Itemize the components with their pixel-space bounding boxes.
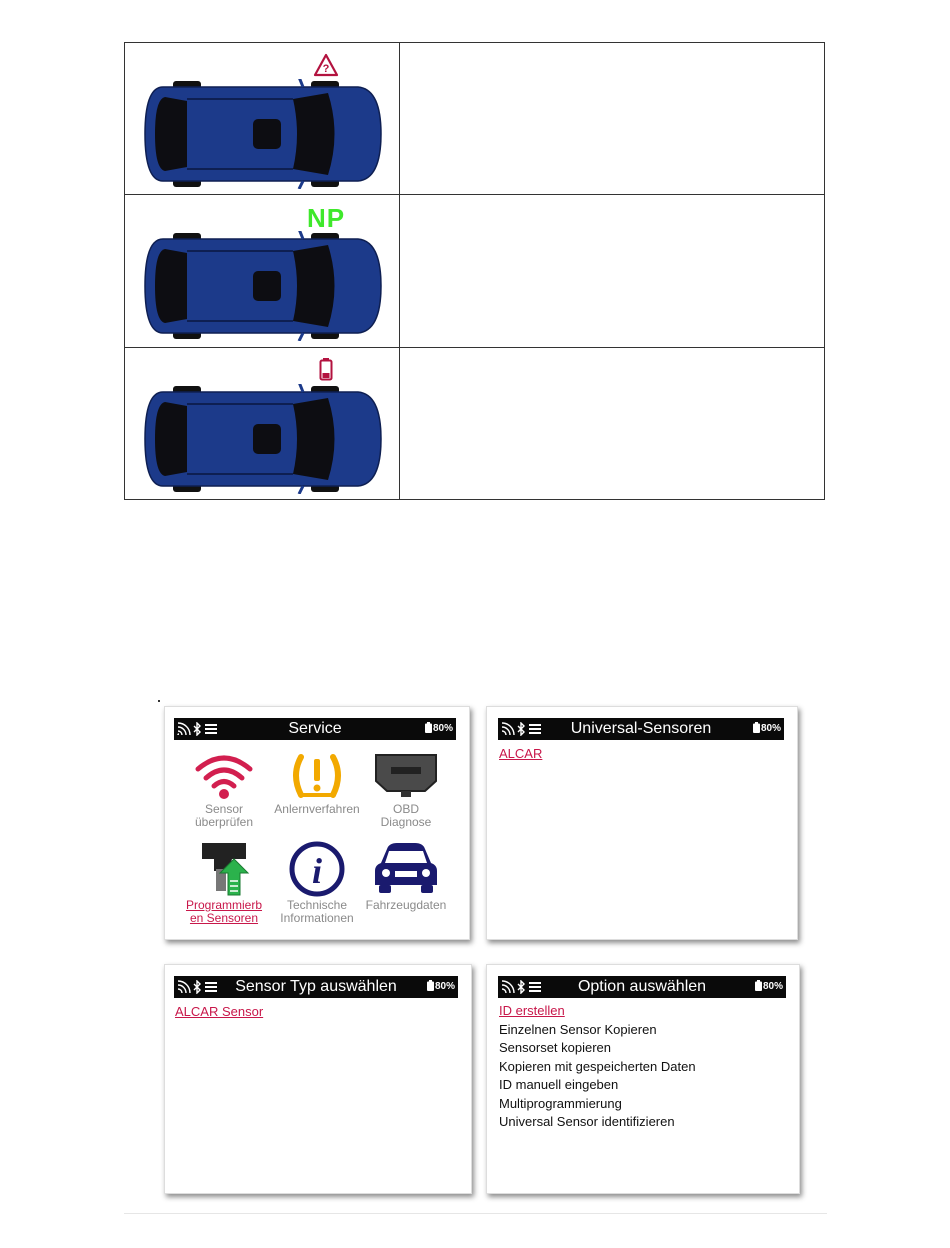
car-status-table bbox=[124, 42, 825, 500]
screen-title: Service bbox=[288, 720, 342, 737]
footer-divider bbox=[124, 1213, 827, 1214]
tile-label: Informationen bbox=[280, 911, 354, 925]
table-row bbox=[125, 347, 825, 499]
wifi-sensor-icon bbox=[193, 751, 255, 801]
obd-connector-icon bbox=[373, 751, 439, 801]
battery-icon bbox=[755, 980, 762, 991]
battery-icon bbox=[427, 980, 434, 991]
list-item[interactable]: ALCAR Sensor bbox=[175, 1004, 264, 1019]
list-item[interactable]: Einzelnen Sensor Kopieren bbox=[499, 1021, 657, 1037]
car-topview-icon bbox=[143, 384, 383, 494]
tile-label: Diagnose bbox=[380, 815, 432, 829]
tile-label: überprüfen bbox=[194, 815, 254, 829]
tile-vehicle-data[interactable] bbox=[358, 841, 454, 912]
option-screen bbox=[486, 964, 800, 1194]
option-list bbox=[499, 1002, 696, 1132]
battery-icon bbox=[425, 722, 432, 733]
tile-obd[interactable] bbox=[358, 751, 454, 829]
status-bar bbox=[174, 976, 458, 998]
battery-indicator: 80% bbox=[753, 718, 781, 740]
program-sensor-icon bbox=[194, 841, 254, 897]
status-bar bbox=[174, 718, 456, 740]
stray-dot bbox=[158, 700, 160, 702]
battery-indicator: 80% bbox=[427, 976, 455, 998]
car-image-cell bbox=[125, 43, 400, 195]
svg-text:?: ? bbox=[322, 63, 330, 75]
sensor-type-list bbox=[175, 1003, 263, 1022]
list-item[interactable]: Kopieren mit gespeicherten Daten bbox=[499, 1058, 696, 1074]
description-cell bbox=[400, 195, 825, 347]
battery-indicator: 80% bbox=[755, 976, 783, 998]
tile-label: Anlernverfahren bbox=[274, 802, 360, 816]
description-cell bbox=[400, 347, 825, 499]
tile-sensor-check[interactable] bbox=[176, 751, 272, 829]
info-icon bbox=[289, 841, 345, 897]
battery-indicator: 80% bbox=[425, 718, 453, 740]
status-bar bbox=[498, 976, 786, 998]
screen-title: Sensor Typ auswählen bbox=[235, 978, 397, 995]
sensor-type-screen bbox=[164, 964, 472, 1194]
car-front-icon bbox=[373, 841, 439, 897]
svg-text:i: i bbox=[311, 851, 323, 891]
universal-sensors-screen bbox=[486, 706, 798, 940]
screen-title: Universal-Sensoren bbox=[570, 720, 712, 737]
tile-tech-info[interactable] bbox=[269, 841, 365, 925]
car-topview-icon bbox=[143, 79, 383, 189]
battery-icon bbox=[753, 722, 760, 733]
screen-title: Option auswählen bbox=[577, 978, 707, 995]
tile-program-sensors[interactable] bbox=[176, 841, 272, 925]
list-item[interactable]: Sensorset kopieren bbox=[499, 1040, 612, 1055]
universal-list bbox=[499, 745, 542, 764]
low-battery-icon bbox=[319, 357, 333, 381]
tile-label: en Sensoren bbox=[189, 911, 259, 925]
table-row bbox=[125, 195, 825, 347]
car-topview-icon bbox=[143, 231, 383, 341]
list-item[interactable]: ALCAR bbox=[499, 746, 543, 761]
tile-label: Programmierb bbox=[185, 898, 263, 912]
table-row bbox=[125, 43, 825, 195]
service-screen bbox=[164, 706, 470, 940]
car-image-cell bbox=[125, 195, 400, 347]
tile-label: OBD bbox=[392, 802, 419, 816]
car-image-cell bbox=[125, 347, 400, 499]
description-cell bbox=[400, 43, 825, 195]
tpms-warning-icon bbox=[287, 751, 347, 801]
list-item[interactable]: ID manuell eingeben bbox=[499, 1077, 619, 1092]
tile-label: Technische bbox=[286, 898, 348, 912]
list-item-selected[interactable]: ID erstellen bbox=[499, 1003, 565, 1018]
list-item[interactable]: Universal Sensor identifizieren bbox=[499, 1114, 675, 1129]
status-bar bbox=[498, 718, 784, 740]
tile-relearn[interactable] bbox=[269, 751, 365, 816]
tile-label: Sensor bbox=[204, 802, 244, 816]
warning-question-icon bbox=[313, 53, 339, 77]
np-label: NP bbox=[307, 203, 346, 234]
tile-label: Fahrzeugdaten bbox=[365, 898, 447, 912]
list-item[interactable]: Multiprogrammierung bbox=[499, 1095, 622, 1111]
